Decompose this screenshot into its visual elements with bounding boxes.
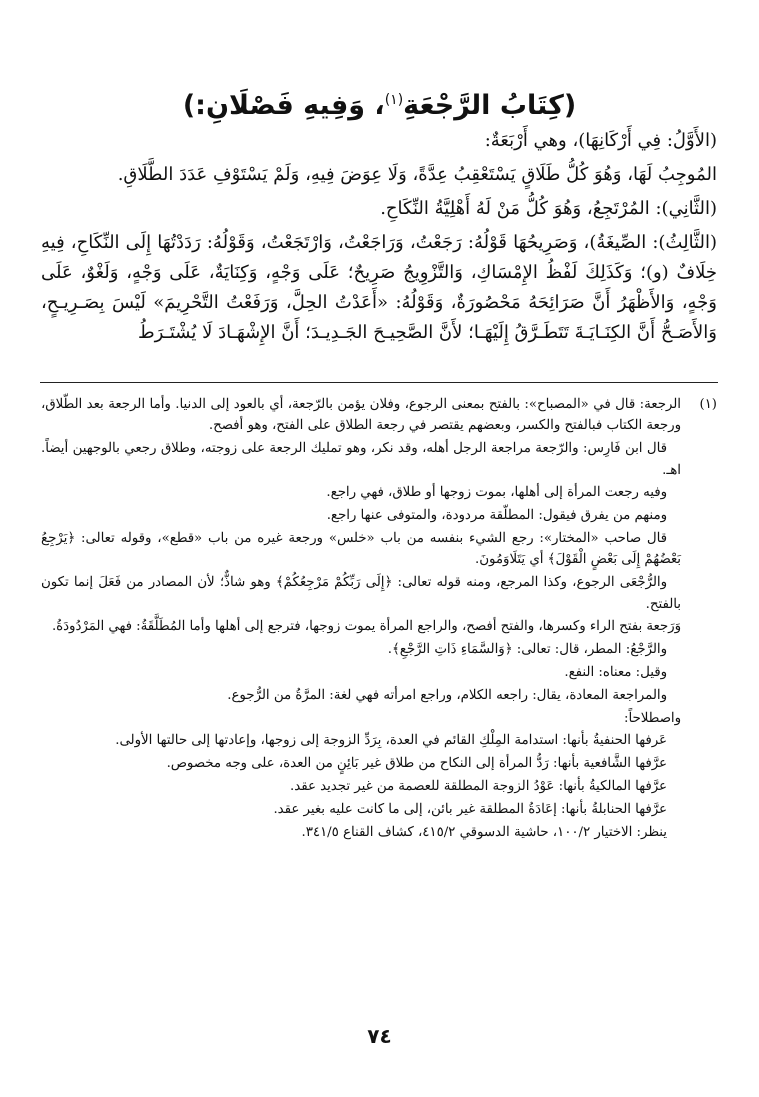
footnote [41, 394, 717, 844]
footnote-reference: (١) [384, 92, 404, 108]
paragraph-first-pillar-heading: (الأَوَّلُ: فِي أَرْكَانِهَا)، وهي أَرْبَعَةٌ: [484, 130, 717, 151]
footnote-line: وفيه رجعت المرأة إلى أهلها، بموت زوجها أو طلاق، فهي راجع. [326, 485, 667, 501]
footnote-body [41, 394, 681, 843]
paragraph-second-pillar: (الثَّانِي): المُرْتَجِعُ، وَهُوَ كُلُّ مَنْ لَهُ أَهْلِيَّةُ النِّكَاحِ. [380, 198, 717, 219]
chapter-title-text: (كِتَابُ الرَّجْعَةِ [403, 90, 577, 121]
footnote-line: واصطلاحاً: [624, 710, 681, 726]
footnote-line: والرُّجْعَى الرجوع، وكذا المرجع، ومنه قوله تعالى: ﴿إِلَى رَبِّكُمْ مَرْجِعُكُمْ﴾ وهو شاذٌّ؛ لأن المصادر من فَعَلَ إنما تكون بالفتح. [41, 575, 681, 612]
chapter-title-suffix: ، وَفِيهِ فَصْلَانِ:) [182, 90, 385, 121]
footnote-line: الرجعة: قال في «المصباح»: بالفتح بمعنى الرجوع، وفلان يؤمن بالرّجعة، أي بالعود إلى الدنيا. وأما الرجعة بعد الطّلاق، ورجعة الكتاب فبالفتح والكسر، وبعضهم يقتصر في رجعة الطلاق على الفتح، وهو أفصح. [41, 397, 681, 434]
main-text [41, 126, 717, 352]
footnote-line: وَرَجعة بفتح الراء وكسرها، والفتح أفصح، والراجع المرأة يموت زوجها، فترجع إلى أهلها وأما المُطَلَّقَةُ: فهي المَرْدُودَةُ. [51, 619, 681, 635]
footnote-line: عَرفها الحنفيةُ بأنها: استدامة المِلْكِ القائم في العدة، بِرَدِّ الزوجة إلى زوجها، وإعادتها إلى حالتها الأولى. [115, 733, 667, 749]
chapter-title [0, 82, 759, 124]
footnote-line: قال صاحب «المختار»: رجع الشيء بنفسه من باب «خلس» ورجعة غيره من باب «قطع»، وقوله تعالى: ﴿يَرْجِعُ بَعْضُهُمْ إِلَى بَعْضٍ الْقَوْلَ﴾ أي يَتَلَاوَمُونَ. [41, 531, 681, 568]
paragraph-first-pillar: المُوجِبُ لَهَا، وَهُوَ كُلُّ طَلَاقٍ يَسْتَعْقِبُ عِدَّةً، وَلَا عِوَضَ فِيهِ، وَلَمْ يَسْتَوْفِ عَدَدَ الطَّلَاقِ. [117, 164, 717, 185]
page-number: ٧٤ [367, 1024, 392, 1048]
footnote-line: عرَّفها الشَّافعية بأنها: رَدُّ المرأة إلى النكاح من طلاق غير بَائِنٍ من العدة، على وجه مخصوص. [166, 756, 667, 772]
footnote-line: عرَّفها الحنابلةُ بأنها: إعَادَةُ المطلقة غير بائن، إلى ما كانت عليه بغير عقد. [273, 801, 667, 817]
footnote-line: قال ابن فَارِس: والرّجعة مراجعة الرجل أهله، وقد نكر، وهو تمليك الرجعة على زوجته، وطلاق رجعي بالوجهين أيضاً. اهـ. [41, 441, 681, 478]
footnote-line: ينظر: الاختيار ١٠٠/٢، حاشية الدسوقي ٤١٥/٢، كشاف القناع ٣٤١/٥. [301, 824, 667, 840]
footnote-line: وقيل: معناه: النفع. [564, 665, 667, 680]
footnote-line: ومنهم من يفرق فيقول: المطلّقة مردودة، والمتوفى عنها راجع. [326, 508, 667, 524]
footnote-line: والرَّجْعُ: المطر، قال: تعالى: ﴿وَالسَّمَاءِ ذَاتِ الرَّجْعِ﴾. [387, 642, 667, 658]
footnote-divider [40, 382, 718, 383]
footnote-number: (١) [699, 397, 717, 412]
paragraph-third-pillar: (الثَّالِثُ): الصِّيغَةُ)، وَصَرِيحُهَا قَوْلُهُ: رَجَعْتُ، وَرَاجَعْتُ، وَارْتَجَعْتُ، وَقَوْلُهُ: رَدَدْتُهَا إِلَى النِّكَاحِ، فِيهِ خِلَافٌ (و)؛ وَكَذَلِكَ لَفْظُ الإِمْسَاكِ، وَالتَّزْوِيجُ صَرِيحٌ؛ عَلَى وَجْهٍ، وَكِنَايَةٌ، عَلَى وَجْهٍ، وَلَغْوٌ، عَلَى وَجْهٍ، وَالأَظْهَرُ أَنَّ صَرَائِحَهُ مَحْصُورَةٌ، وَقَوْلُهُ: «أَعَدْتُ الحِلَّ، وَرَفَعْتُ التَّحْرِيمَ» لَيْسَ بِصَـرِيـحٍ، وَالأَصَـحُّ أَنَّ الكِنَـايَـةَ تَتَطَـرَّقُ إِلَيْهَـا؛ لأَنَّ الصَّحِيـحَ الجَـدِيـدَ؛ أَنَّ الإِشْهَـادَ لَا يُشْتَـرَطُ [41, 232, 717, 343]
footnote-line: والمراجعة المعادة، يقال: راجعه الكلام، وراجع امرأته فهي لغة: المرَّةُ من الرُّجوع. [227, 687, 667, 703]
footnote-line: عرَّفها المالكيةُ بأنها: عَوْدُ الزوجة المطلقة للعصمة من غير تجديد عقد. [290, 778, 667, 794]
